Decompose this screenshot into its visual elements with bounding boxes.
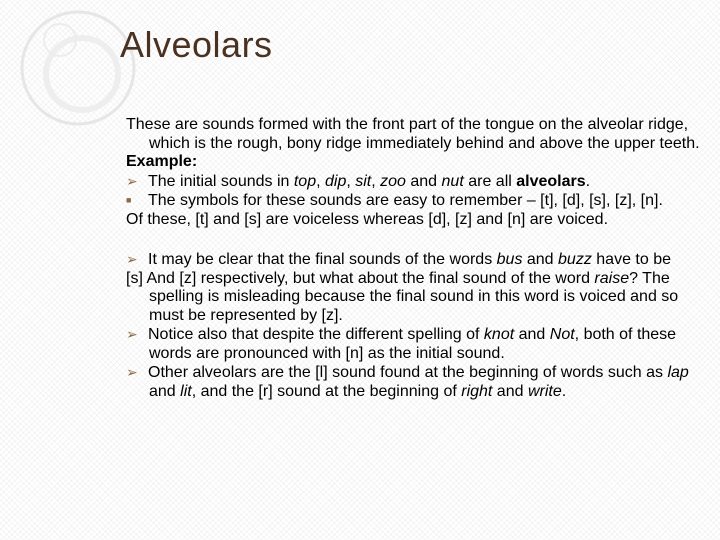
word-example: Not <box>549 326 575 343</box>
word-example: raise <box>594 269 630 287</box>
paragraph-s-z <box>126 270 701 326</box>
bullet-text: . <box>585 172 591 190</box>
bullet-text: Other alveolars are the [l] sound found at the beginning of words such as <box>148 364 668 381</box>
word-example: lap <box>667 364 689 381</box>
bullet-text: Notice also that despite the different spelling of <box>148 326 484 343</box>
word-example: bus <box>496 251 523 268</box>
bullet-text: and <box>514 326 550 343</box>
word-example: knot <box>483 326 515 343</box>
bullet-symbols <box>126 191 701 211</box>
slide-body <box>126 116 701 401</box>
word-example: sit <box>355 172 372 190</box>
bullet-knot-not <box>126 325 701 363</box>
word-example: top <box>293 172 317 190</box>
arrow-bullet-icon: ➢ <box>126 172 138 189</box>
bullet-text: are all <box>463 172 517 190</box>
decor-ring-tiny <box>44 24 76 56</box>
arrow-bullet-icon: ➢ <box>126 251 138 267</box>
bullet-text: , <box>316 172 325 190</box>
bullet-text: The initial sounds in <box>148 172 294 190</box>
bullet-initial-sounds <box>126 172 701 192</box>
bullet-text: and <box>492 382 528 400</box>
bullet-text: , both of these words are pronounced with [n] as the initial sound. <box>149 326 677 362</box>
voicing-paragraph: Of these, [t] and [s] are voiceless whereas [d], [z] and [n] are voiced. <box>126 210 609 228</box>
paragraph-gap <box>126 229 701 250</box>
word-example: lit <box>180 382 192 400</box>
bullet-text: It may be clear that the final sounds of the words <box>148 251 497 268</box>
bullet-other-alveolars <box>126 363 701 401</box>
bullet-text: . <box>561 382 567 400</box>
bold-term: alveolars <box>516 172 586 190</box>
word-example: buzz <box>558 251 592 268</box>
definition-paragraph: These are sounds formed with the front part of the tongue on the alveolar ridge, which is the rough, bony ridge immediately behind and above the upper teeth. <box>126 116 700 152</box>
bullet-final-sounds <box>126 250 701 270</box>
square-bullet-icon: ■ <box>126 195 132 205</box>
example-heading <box>126 153 701 172</box>
word-example: write <box>527 382 562 400</box>
word-example: zoo <box>380 172 406 190</box>
paragraph-text: ? The spelling is misleading because the final sound in this word is voiced and so must be represented by [z]. <box>149 269 679 324</box>
bullet-text: and <box>522 251 559 268</box>
bullet-text: , <box>346 172 356 190</box>
word-example: nut <box>441 172 464 190</box>
slide-title: Alveolars <box>120 24 273 65</box>
word-example: right <box>461 382 493 400</box>
bullet-text: The symbols for these sounds are easy to remember – [t], [d], [s], [z], [n]. <box>148 192 663 209</box>
bullet-text: have to be <box>591 251 671 268</box>
arrow-bullet-icon: ➢ <box>126 326 138 342</box>
word-example: dip <box>325 172 347 190</box>
decor-ring-small <box>46 38 118 110</box>
bullet-text: , <box>371 172 381 190</box>
bullet-text: and <box>405 172 442 190</box>
arrow-bullet-icon: ➢ <box>126 364 138 380</box>
example-heading-text: Example: <box>126 153 198 170</box>
decor-ring-large <box>22 12 134 124</box>
bullet-text: and <box>149 382 181 400</box>
bullet-text: , and the [r] sound at the beginning of <box>191 382 462 400</box>
paragraph-text: [s] And [z] respectively, but what about the final sound of the word <box>126 269 595 287</box>
